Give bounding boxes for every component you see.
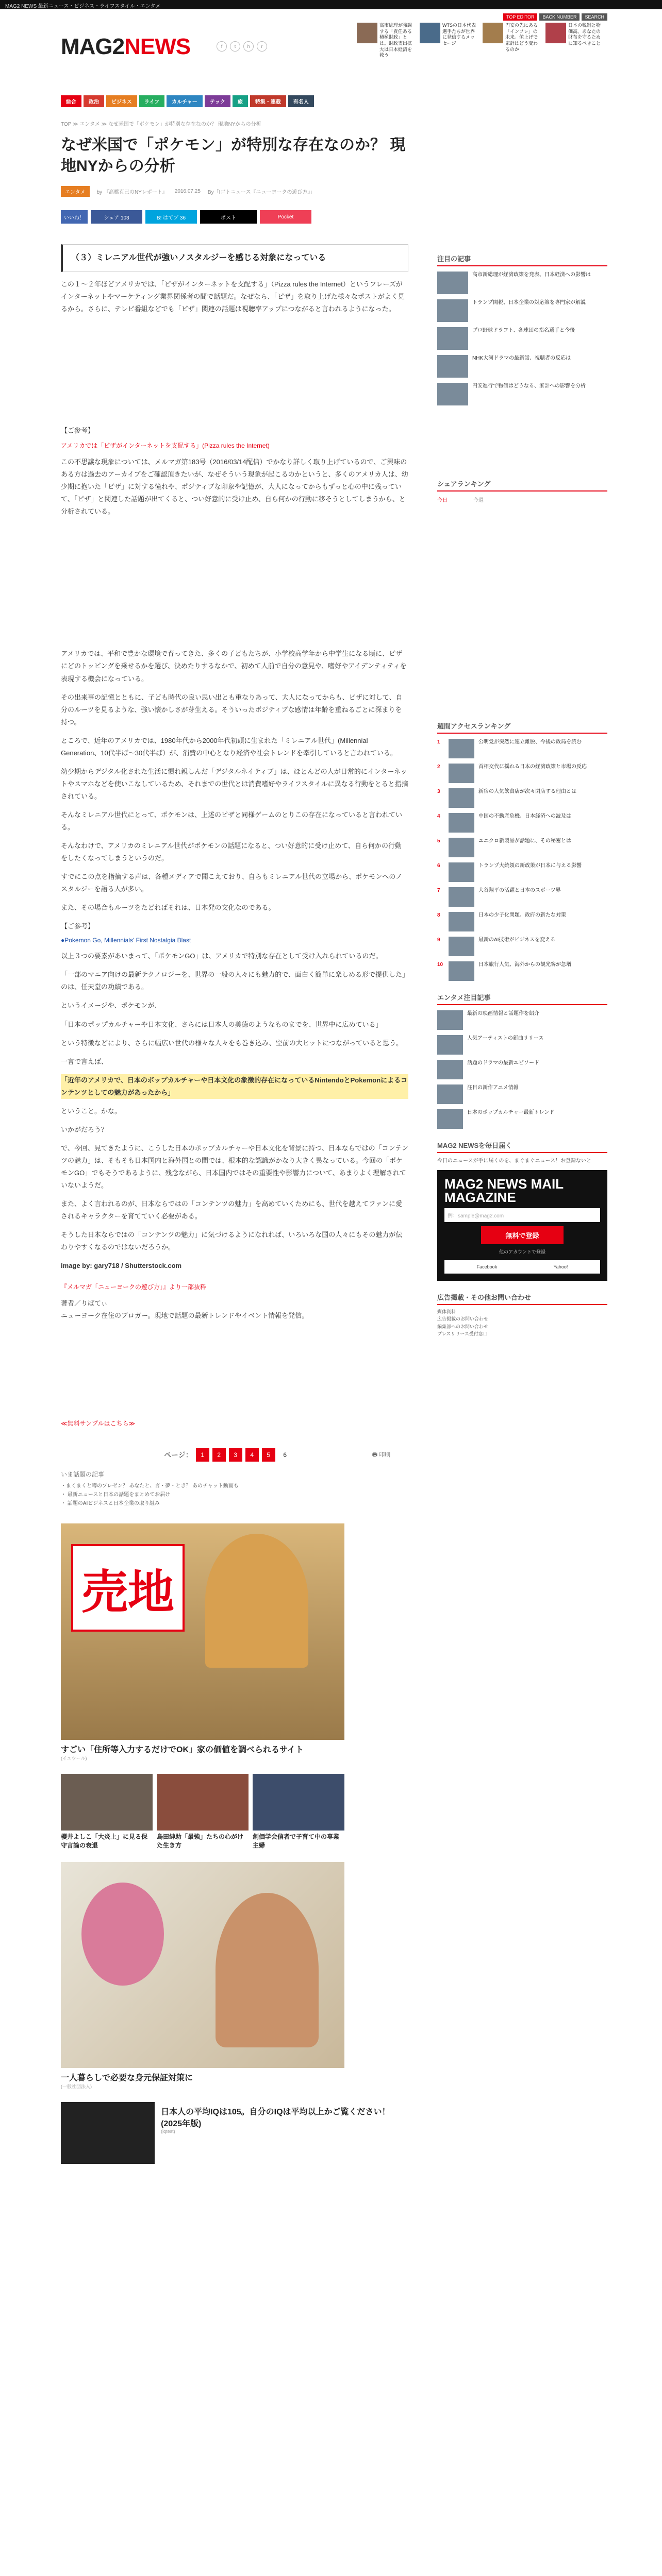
yahoo-login[interactable]: Yahoo! — [553, 1264, 568, 1269]
sidebar-item[interactable] — [437, 961, 607, 981]
sidebar-ent-title: エンタメ注目記事 — [437, 992, 607, 1005]
date: 2016.07.25 — [174, 189, 201, 194]
site-header — [0, 9, 662, 97]
ad-space — [61, 315, 408, 418]
sidebar-item[interactable] — [437, 327, 607, 350]
nav-item[interactable]: 政治 — [84, 95, 104, 107]
paragraph: 幼少期からデジタル化された生活に慣れ親しんだ「デジタルネイティブ」は、ほとんどの人が日常的にインターネットやスマホなどを使いこなしているため、それまでの世代とは消費嗜好やライフスタイルに異なる行動をとると指摘されている。 — [61, 767, 408, 800]
ad-card[interactable] — [61, 1774, 153, 1849]
facebook-share-button[interactable]: シェア 103 — [91, 210, 142, 224]
ad-block-3[interactable] — [61, 2102, 408, 2164]
author-note: 著者／りばてぃ ニューヨーク在住のブロガー。現地で話題の最新トレンドやイベント情報を発信。 — [61, 1299, 309, 1320]
sidebar-item-text: 新宿の人気飲食店が次々閉店する理由とは — [478, 789, 576, 794]
nav-item[interactable]: 旅 — [233, 95, 248, 107]
page-button[interactable]: 4 — [245, 1448, 259, 1462]
ad-space — [61, 518, 408, 641]
sidebar-item[interactable] — [437, 862, 607, 882]
promo-thumbnail — [483, 23, 503, 43]
highlight-quote: 「近年のアメリカで、日本のポップカルチャーや日本文化の象徴的存在になっているNintendoとPokemonによるコンテンツとしての魅力があったから」 — [61, 1074, 408, 1099]
paragraph: ところで、近年のアメリカでは、1980年代から2000年代初頭に生まれた「ミレニアル世代」(Millennial Generation、10代半ば〜30代半ば）が、消費の中心となり経済や社会トレンドを牽引していると言われている。 — [61, 736, 397, 757]
sidebar-item-text: 首相交代に揺れる日本の経済政策と市場の反応 — [478, 764, 587, 770]
image-credit: image by: gary718 / Shutterstock.com — [61, 1262, 182, 1270]
sidebar-thumbnail — [437, 1060, 463, 1079]
rank-number: 9 — [437, 937, 440, 943]
promo-tag[interactable]: SEARCH — [582, 13, 607, 21]
paragraph: そんなミレニアル世代にとって、ポケモンは、上述のピザと同様ゲームのとりこの存在になっていると言われている。 — [61, 810, 402, 831]
print-link[interactable] — [372, 1450, 390, 1460]
sign-graphic: 売地 — [71, 1544, 185, 1632]
paragraph: いかがだろう？ — [61, 1125, 108, 1133]
promo-item[interactable] — [420, 23, 478, 74]
sidebar-item-text: 話題のドラマの最新エピソード — [467, 1060, 539, 1066]
sidebar-thumbnail — [449, 887, 474, 907]
sidebar-item-text: 大谷翔平の活躍と日本のスポーツ界 — [478, 888, 561, 893]
sidebar-ranking-title: 注目の記事 — [437, 253, 607, 266]
sidebar-thumbnail — [437, 1010, 463, 1030]
promo-thumbnail — [545, 23, 566, 43]
main-nav — [61, 95, 314, 107]
ad-block-2[interactable] — [61, 1862, 408, 2090]
register-button[interactable]: 無料で登録 — [481, 1226, 564, 1244]
print-icon: 🖶 — [372, 1451, 379, 1458]
source-link[interactable]: 『メルマガ「ニューヨークの遊び方」』より一部抜粋 — [61, 1283, 207, 1291]
sidebar-item[interactable] — [437, 1109, 607, 1129]
sidebar-share-title: シェアランキング — [437, 479, 607, 492]
ad-source: (イエウール) — [61, 1756, 87, 1761]
sidebar-item-text: プロ野球ドラフト、各球団の指名選手と今後 — [472, 328, 575, 333]
sidebar-ent — [437, 1010, 607, 1129]
category-badge[interactable]: エンタメ — [61, 186, 90, 197]
mail-intro: 今日のニュースが手に届くのを、まぐまぐニュース！お登録ないと — [437, 1158, 591, 1164]
paragraph: というイメージや、ポケモンが、 — [61, 1002, 161, 1010]
reference-link[interactable]: アメリカでは「ピザがインターネットを支配する」(Pizza rules the Internet) — [61, 442, 270, 450]
site-logo[interactable] — [61, 34, 190, 60]
paragraph: 「日本のポップカルチャーや日本文化、さらには日本人の美徳のようなものまでを、世界中に広めている」 — [61, 1020, 383, 1028]
related-item[interactable]: ・ 話題のAIビジネスと日本企業の取り組み — [61, 1501, 160, 1507]
ad-card-image — [253, 1774, 344, 1831]
page-button[interactable]: 1 — [196, 1448, 209, 1462]
sidebar-ad-space — [437, 503, 607, 709]
ad-card-title: 櫻井よしこ「大炎上」に見る保守言論の衰退 — [61, 1833, 148, 1849]
ad-source: (一般社団法人) — [61, 2083, 92, 2089]
ad-card[interactable] — [253, 1774, 344, 1849]
paragraph: また、よく言われるのが、日本ならではの「コンテンツの魅力」を高めていくためにも、世代を越えてファンに愛されるキャラクターを育てていく必要がある。 — [61, 1200, 402, 1221]
mail-heading: MAG2 NEWS MAIL MAGAZINE — [444, 1176, 564, 1205]
sidebar-thumbnail — [449, 764, 474, 783]
sidebar-weekly — [437, 739, 607, 981]
mail-signup-box — [437, 1170, 607, 1281]
vote-label: 【ご参考】 — [61, 922, 95, 930]
promo-item[interactable] — [357, 23, 416, 74]
email-field[interactable]: 例：sample@mag2.com — [444, 1208, 600, 1222]
sample-link[interactable]: ≪無料サンプルはこちら≫ — [61, 1420, 136, 1428]
promo-thumbnail — [420, 23, 440, 43]
page-button[interactable]: 6 — [283, 1451, 287, 1459]
nav-item[interactable]: ライフ — [139, 95, 164, 107]
sidebar-thumbnail — [449, 961, 474, 981]
sidebar-thumbnail — [437, 1035, 463, 1055]
promo-text: WTSの日本代表選手たちが世界に発信するメッセージ — [442, 23, 476, 46]
promo-area — [357, 13, 607, 80]
sidebar-thumbnail — [437, 327, 468, 350]
rank-number: 4 — [437, 814, 440, 819]
sidebar-item-text: 人気アーティストの新曲リリース — [467, 1036, 544, 1041]
sidebar-thumbnail — [437, 1109, 463, 1129]
sidebar-item-text: トランプ関税、日本企業の対応策を専門家が解説 — [472, 300, 586, 306]
sidebar-item[interactable] — [437, 788, 607, 808]
ad-image — [61, 2102, 155, 2164]
sidebar-thumbnail — [437, 299, 468, 322]
sidebar — [437, 242, 607, 1338]
share-tabs — [437, 496, 607, 503]
sidebar-thumbnail — [437, 383, 468, 405]
page-button[interactable]: 2 — [212, 1448, 226, 1462]
author: by 『高橋克己のNYレポート』 — [96, 190, 168, 195]
sidebar-item-text: 円安進行で物価はどうなる、家計への影響を分析 — [472, 383, 586, 389]
page-button[interactable]: 5 — [262, 1448, 275, 1462]
ad-title: 一人暮らしで必要な身元保証対策に — [61, 2073, 193, 2082]
paragraph: この１〜２年ほどアメリカでは、「ピザがインターネットを支配する」（Pizza rules the Internet）というフレーズがインターネットやマーケティング業界関係者の間で話題だ。なぜなら、「ピザ」を取り上げた様々なポストがよく見るから。さらに、テレビ番組などでも「ピザ」関連の話題は視聴率アップにつながると言われるようになった。 — [61, 280, 405, 313]
top-strip: MAG2 NEWS 最新ニュース・ビジネス・ライフスタイル・エンタメ — [0, 0, 662, 9]
sidebar-item[interactable] — [437, 383, 607, 405]
nav-item[interactable]: 有名人 — [288, 95, 314, 107]
paragraph: また、その場合もルーツをたどればそれは、日本発の文化なのである。 — [61, 904, 275, 912]
promo-item[interactable] — [483, 23, 541, 74]
page-buttons — [196, 1448, 292, 1462]
promo-text: 円安の先にある「インフレ」の未来。値上げで家計はどう変わるのか — [505, 23, 538, 52]
sidebar-thumbnail — [449, 912, 474, 931]
sidebar-item[interactable] — [437, 1060, 607, 1079]
flower-graphic — [81, 1883, 164, 1986]
rank-number: 8 — [437, 912, 440, 918]
ad-card-title: 島田紳助「最強」たちの心がけた生き方 — [157, 1833, 244, 1849]
related-list — [61, 1482, 408, 1508]
rank-number: 10 — [437, 962, 443, 968]
sidebar-thumbnail — [437, 355, 468, 378]
promo-text: 日本の税制と物価高。あなたの財布を守るために知るべきこと — [568, 23, 601, 46]
paragraph: この不思議な現象については、メルマガ第183号（2016/03/14配信）でかなり詳しく取り上げているので、ご興味のある方は過去のアーカイブをご確認頂きたいが、なぜそういう現象が起こるのかというと、多くのアメリカ人は、幼少期に抱いた「ピザ」に対する憧れや、ポジティブな印象や記憶が、大人になってからもずっと心の中に残っていて、「ピザ」と関連した話題が出てくると、つい好意的に受け止め、自ら何かの行動に移そうとしてしまうから、と分析されている。 — [61, 458, 408, 516]
sidebar-thumbnail — [449, 813, 474, 833]
sidebar-item-text: 最新の映画情報と話題作を紹介 — [467, 1011, 539, 1016]
sidebar-item[interactable] — [437, 272, 607, 294]
sidebar-weekly-title: 週間アクセスランキング — [437, 721, 607, 734]
paragraph: という特徴などにより、さらに幅広い世代の様々な人々をも巻き込み、空前の大ヒットにつながっていると思う。 — [61, 1039, 403, 1047]
mail-login-icons — [444, 1260, 600, 1274]
sidebar-thumbnail — [449, 862, 474, 882]
related-item[interactable]: ・まくまくと噂のプレゼン？ あなたと、言・夢・とき？ あのチャット動画も — [61, 1483, 239, 1489]
sidebar-item-text: 日本旅行人気、海外からの観光客が急増 — [478, 962, 571, 968]
sidebar-item-text: ユニクロ新製品が話題に、その秘密とは — [478, 838, 571, 844]
ad-card[interactable] — [157, 1774, 249, 1849]
related-item[interactable]: ・ 最新ニュースと日本の話題をまとめてお届け — [61, 1492, 171, 1498]
ad-image — [61, 1523, 344, 1740]
facebook-login[interactable]: Facebook — [476, 1264, 498, 1269]
nav-item[interactable]: 特集・連載 — [250, 95, 286, 107]
sidebar-links-title: 広告掲載・その他お問い合わせ — [437, 1292, 607, 1305]
rank-number: 5 — [437, 838, 440, 844]
promo-text: 高市総理が強調する「責任ある積極財政」とは。財政支出拡大は日本経済を救う — [379, 23, 412, 58]
sidebar-thumbnail — [449, 838, 474, 857]
ad-image — [61, 1862, 344, 2068]
sidebar-item-text: 中国の不動産危機、日本経済への波及は — [478, 814, 571, 819]
paragraph: 以上３つの要素があいまって、「ポケモンGO」は、アメリカで特別な存在として受け入れられているのだ。 — [61, 952, 383, 960]
sidebar-item-text: 高市新総理が経済政策を発表、日本経済への影響は — [472, 272, 591, 278]
paragraph: ということ。かな。 — [61, 1107, 122, 1115]
paragraph: で、今回、見てきたように、こうした日本のポップカルチャーや日本文化を背景に持つ、日本ならではの「コンテンツの魅力」は、そもそも日本国内と海外国との間では、根本的な認識がかなり大きく異なっている。今回の「ポケモンGO」でもそうであるように、残念ながら、日本国内ではその重要性や影響力について、あまりよく理解されていないようだ。 — [61, 1144, 408, 1189]
paragraph: そんなわけで、アメリカのミレニアル世代がポケモンの話題になると、つい好意的に受け止めて、自ら何かの行動をしたくなってしまうというのだ。 — [61, 842, 402, 862]
share-tab[interactable]: 今日 — [437, 498, 448, 503]
promo-tags — [503, 13, 607, 21]
sidebar-mail-title: MAG2 NEWSを毎日届く — [437, 1140, 607, 1153]
nav-item[interactable]: カルチャー — [167, 95, 203, 107]
ad-row — [61, 1774, 408, 1849]
section-subheading: （３）ミレニアル世代が強いノスタルジーを感じる対象になっている — [61, 244, 408, 272]
rank-number: 2 — [437, 764, 440, 770]
person-graphic — [216, 1893, 319, 2047]
sidebar-item[interactable] — [437, 739, 607, 758]
promo-thumbnail — [357, 23, 377, 43]
related-articles — [61, 1470, 408, 1508]
promo-item[interactable] — [545, 23, 604, 74]
header-social — [217, 41, 267, 52]
sidebar-item[interactable] — [437, 355, 607, 378]
ad-title: 日本人の平均IQは105。自分のIQは平均以上かご覧ください！ (2025年版) — [161, 2107, 390, 2128]
paragraph: すでにこの点を指摘する声は、各種メディアで聞こえており、自らもミレニアル世代の立場から、ポケモンへのノスタルジーを語る人が多い。 — [61, 873, 403, 893]
share-bar — [61, 210, 408, 224]
ad-block-1[interactable] — [61, 1523, 408, 1761]
pocket-button[interactable]: Pocket — [260, 210, 311, 224]
article-title: なぜ米国で「ポケモン」が特別な存在なのか？ 現地NYからの分析 — [61, 137, 406, 175]
sidebar-item-text: 最新のAI技術がビジネスを変える — [478, 937, 556, 943]
paragraph: アメリカでは、平和で豊かな環境で育ってきた、多くの子どもたちが、小学校高学年から中学生になる頃に、ピザにどのトッピングを乗せるかを選び、決めたりするなかで、初めて人前で自分の意見や、嗜好やアイデンティティを表現する機会になっている。 — [61, 650, 407, 683]
sidebar-item[interactable] — [437, 887, 607, 907]
nav-item[interactable]: ビジネス — [106, 95, 137, 107]
nav-item[interactable]: 総合 — [61, 95, 81, 107]
sidebar-links[interactable]: 媒体資料 広告掲載のお問い合わせ 編集部へのお問い合わせ プレスリリース受付窓口 — [437, 1309, 489, 1337]
tags: By「Iゴトニュース『ニューヨークの遊び方』」 — [207, 190, 316, 195]
sidebar-ad-space — [437, 405, 607, 467]
sidebar-item[interactable] — [437, 838, 607, 857]
sidebar-thumbnail — [437, 272, 468, 294]
sidebar-item[interactable] — [437, 912, 607, 931]
social-icon[interactable]: f — [217, 41, 227, 52]
sidebar-item-text: NHK大河ドラマの最新話、視聴者の反応は — [472, 355, 571, 361]
rank-number: 6 — [437, 863, 440, 869]
hatena-button[interactable]: B! はてブ 36 — [145, 210, 197, 224]
sidebar-thumbnail — [449, 788, 474, 808]
sidebar-item[interactable] — [437, 813, 607, 833]
sidebar-item-text: 日本のポップカルチャー最新トレンド — [467, 1110, 555, 1115]
logo-main: MAG2 — [61, 34, 125, 59]
nav-item[interactable]: テック — [205, 95, 230, 107]
sidebar-ranking — [437, 272, 607, 405]
logo-accent: NEWS — [124, 34, 191, 59]
print-label: 印刷 — [379, 1451, 391, 1458]
promo-tag[interactable]: BACK NUMBER — [539, 13, 580, 21]
person-graphic — [205, 1534, 308, 1668]
sidebar-thumbnail — [437, 1084, 463, 1104]
breadcrumb: TOP ≫ エンタメ ≫ なぜ米国で「ポケモン」が特別な存在なのか？ 現地NYからの分析 — [61, 122, 261, 127]
article-meta — [61, 186, 408, 197]
sidebar-item[interactable] — [437, 764, 607, 783]
article — [61, 135, 408, 2164]
social-icon[interactable]: r — [257, 41, 267, 52]
sidebar-thumbnail — [449, 937, 474, 956]
sidebar-item[interactable] — [437, 1084, 607, 1104]
social-icon[interactable]: h — [243, 41, 254, 52]
ad-card-image — [61, 1774, 153, 1831]
x-post-button[interactable]: ポスト — [200, 210, 257, 224]
social-icon[interactable]: t — [230, 41, 240, 52]
sidebar-item[interactable] — [437, 937, 607, 956]
mail-note: 他のアカウントで登録 — [499, 1249, 545, 1255]
rank-number: 3 — [437, 789, 440, 794]
sidebar-item[interactable] — [437, 299, 607, 322]
like-button[interactable]: いいね！ — [61, 210, 88, 224]
paragraph: 一言で言えば、 — [61, 1057, 108, 1065]
sidebar-item-text: 注目の新作アニメ情報 — [467, 1085, 519, 1091]
ad-space — [61, 1322, 408, 1415]
ad-card-image — [157, 1774, 249, 1831]
promo-items — [357, 23, 604, 74]
ad-title: すごい「住所等入力するだけでOK」家の価値を調べられるサイト — [61, 1745, 304, 1755]
sidebar-item-text: 日本の少子化問題、政府の新たな対策 — [478, 912, 566, 918]
ad-source: (iqtest) — [161, 2128, 175, 2134]
reference-link[interactable]: ●Pokemon Go, Millennials' First Nostalgia Blast — [61, 937, 191, 944]
vote-label: 【ご参考】 — [61, 427, 95, 435]
sidebar-item-text: トランプ大統領の新政策が日本に与える影響 — [478, 863, 582, 869]
rank-number: 1 — [437, 739, 440, 745]
page-button[interactable]: 3 — [229, 1448, 242, 1462]
share-tab[interactable]: 今週 — [473, 498, 484, 503]
rank-number: 7 — [437, 888, 440, 893]
pagination — [164, 1448, 408, 1462]
paragraph: その出来事の記憶とともに、子ども時代の良い思い出とも重なりあって、大人になってからも、ピザに対して、自分のルーツを見るような、強い懐かしさが芽生える。そういったポジティブな感情は年齢を重ねるごとに深まりを持つ。 — [61, 693, 403, 726]
sidebar-item-text: 公明党が突然に連立離脱、今後の政局を読む — [478, 739, 582, 745]
sidebar-thumbnail — [449, 739, 474, 758]
sidebar-item[interactable] — [437, 1010, 607, 1030]
ad-card-title: 創価学会信者で子育て中の専業主婦 — [253, 1833, 340, 1849]
pagination-label: ページ： — [164, 1451, 193, 1460]
related-title: いま話題の記事 — [61, 1471, 105, 1479]
paragraph: そうした日本ならではの「コンテンツの魅力」に気づけるようになれれば、いろいろな国の人々にもその魅力が伝わりやすくなるのではないだろうか。 — [61, 1231, 403, 1251]
promo-tag[interactable]: TOP EDITOR — [503, 13, 538, 21]
paragraph: 「一部のマニア向けの最新テクノロジーを、世界の一般の人々にも魅力的で、面白く簡単に楽しめる形で提供した」のは、任天堂の功績である。 — [61, 971, 406, 991]
sidebar-item[interactable] — [437, 1035, 607, 1055]
